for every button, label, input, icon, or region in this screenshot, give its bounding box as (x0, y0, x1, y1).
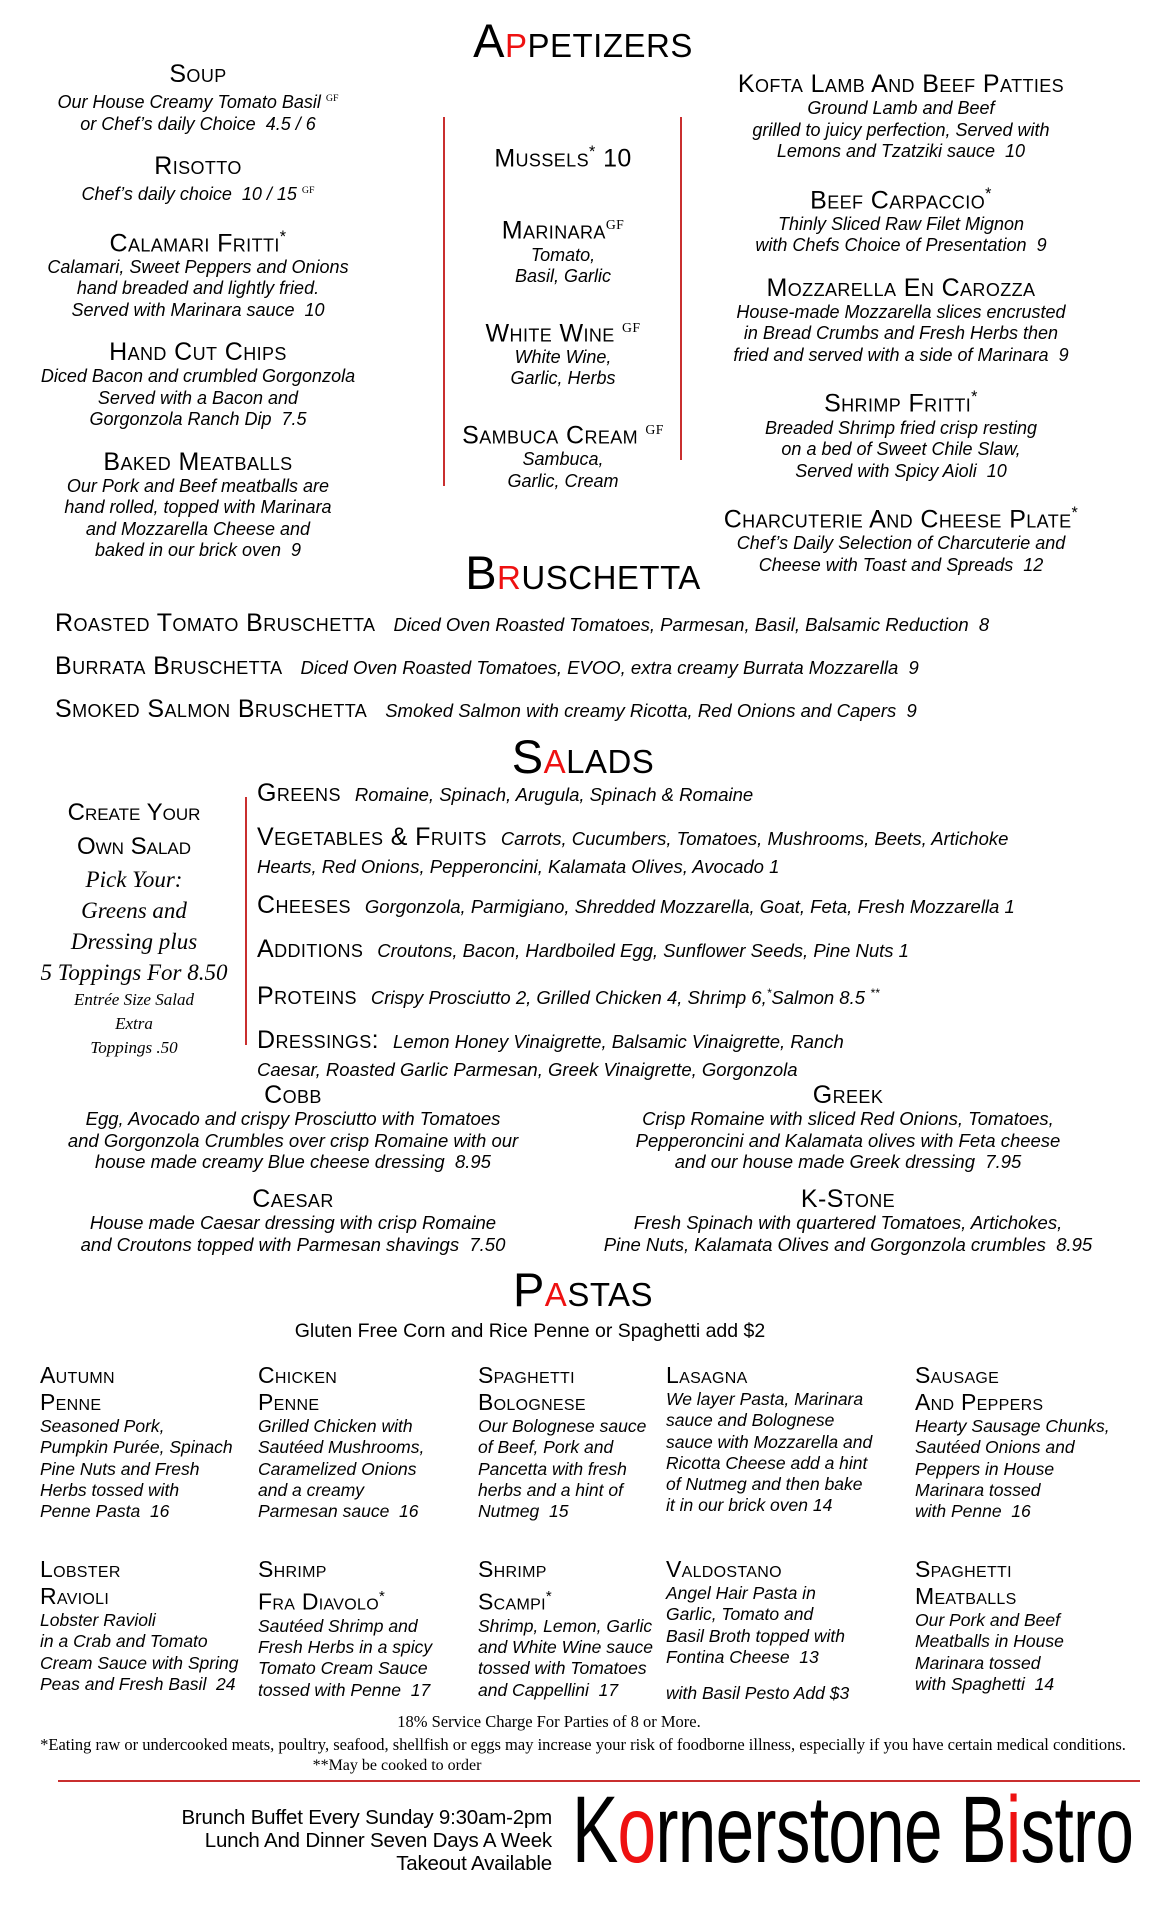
menu-item (28, 60, 368, 135)
item-description-line: grilled to juicy perfection, Served with (752, 119, 1050, 140)
salad-component (257, 779, 1017, 811)
builder-heading-line: Own Salad (76, 833, 192, 860)
red-divider-line (245, 797, 247, 1045)
title-lead-letter: A (473, 14, 505, 67)
pasta-description-line: Penne Pasta 16 (40, 1501, 170, 1522)
pasta-name-line: Fra Diavolo* (258, 1588, 386, 1615)
item-name: Mozzarella En Carozza (766, 273, 1036, 302)
pasta-name-line: Meatballs (915, 1583, 1017, 1609)
title-rest: LADS (566, 743, 655, 780)
pasta-description-line: Our Bolognese sauce (478, 1416, 647, 1436)
salad-component (257, 891, 1017, 923)
pasta-description-line: Shrimp, Lemon, Garlic (478, 1615, 653, 1636)
item-description-line: house made creamy Blue cheese dressing 8.95 (95, 1151, 491, 1172)
pasta-description-line: and White Wine sauce (478, 1636, 653, 1657)
salads-section-title (0, 730, 1166, 783)
salad-component (257, 1026, 1017, 1082)
pasta-name-line: Lobster (40, 1556, 121, 1582)
menu-item (450, 211, 676, 287)
bruschetta-item-list (55, 608, 1145, 737)
pasta-description-line: Fresh Herbs in a spicy (258, 1636, 433, 1657)
pasta-description-line: with Penne 16 (915, 1501, 1031, 1522)
item-name: Greek (812, 1081, 884, 1109)
item-description: Smoked Salmon with creamy Ricotta, Red Onions and Capers 9 (385, 700, 917, 721)
create-your-own-salad-box (33, 796, 235, 1060)
title-rest: STAS (567, 1276, 654, 1313)
component-text: Lemon Honey Vinaigrette, Balsamic Vinaigrette, Ranch (393, 1031, 844, 1053)
red-divider-line (443, 117, 445, 486)
item-description-line: Cheese with Toast and Spreads 12 (758, 554, 1044, 575)
item-description-line: fried and served with a side of Marinara 9 (733, 344, 1069, 365)
hours-info-line: Takeout Available (396, 1852, 552, 1875)
appetizers-middle-column (450, 138, 676, 518)
pasta-item (478, 1362, 690, 1522)
salad-component (257, 823, 1017, 879)
item-description-line: Chef’s daily choice 10 / 15 $^{GF}$ (81, 184, 315, 204)
item-description: Diced Oven Roasted Tomatoes, EVOO, extra creamy Burrata Mozzarella 9 (300, 657, 919, 678)
pasta-description-line: Angel Hair Pasta in (666, 1583, 816, 1603)
pasta-description-line: tossed with Penne 17 (258, 1679, 431, 1700)
item-description-line: Served with Marinara sauce 10 (71, 299, 325, 320)
builder-text-line: Dressing plus (70, 929, 198, 954)
title-lead-letter: B (465, 546, 498, 599)
builder-small-line: Toppings .50 (90, 1038, 178, 1057)
menu-item (450, 416, 676, 492)
item-name: Soup (169, 60, 227, 88)
menu-item (685, 383, 1117, 482)
item-description-line: Served with Spicy Aioli 10 (795, 460, 1007, 481)
component-label: Vegetables & Fruits (257, 823, 487, 851)
signature-salad-greek (588, 1082, 1108, 1173)
appetizers-left-column (28, 60, 368, 579)
item-name: White Wine $^{GF}$ (485, 318, 641, 347)
logo-accent-letter: i (1005, 1777, 1021, 1883)
title-accent-letter: A (543, 743, 567, 780)
item-description-line: Sambuca, (522, 449, 604, 470)
item-name: Kofta Lamb And Beef Patties (737, 70, 1065, 98)
pasta-name-line: Sausage (915, 1362, 1000, 1388)
component-label: Dressings: (257, 1026, 380, 1055)
pasta-name-line: Bolognese (478, 1389, 586, 1415)
restaurant-logo (572, 1777, 1134, 1883)
pasta-item (915, 1556, 1145, 1695)
pasta-description-line: Herbs tossed with (40, 1479, 180, 1500)
item-description-line: on a bed of Sweet Chile Slaw, (781, 439, 1021, 460)
pasta-name-line: Spaghetti (478, 1362, 575, 1388)
component-text: Crispy Prosciutto 2, Grilled Chicken 4, Shrimp 6,*Salmon 8.5 ** (370, 986, 880, 1009)
menu-item (28, 152, 368, 206)
item-name: Cobb (264, 1081, 322, 1109)
component-text: Carrots, Cucumbers, Tomatoes, Mushrooms, Beets, Artichoke (500, 828, 1009, 849)
pasta-name-line: Spaghetti (915, 1556, 1012, 1582)
service-charge-note: 18% Service Charge For Parties of 8 or More. (397, 1712, 701, 1731)
item-description-line: Served with a Bacon and (97, 387, 299, 408)
pasta-item (666, 1556, 908, 1704)
item-description-line: Breaded Shrimp fried crisp resting (764, 417, 1038, 438)
pasta-item (478, 1556, 690, 1701)
menu-item (450, 138, 676, 172)
pastas-gluten-free-note: Gluten Free Corn and Rice Penne or Spaghetti add $2 (294, 1320, 766, 1342)
pasta-description-line: it in our brick oven 14 (666, 1495, 833, 1516)
item-name: Charcuterie And Cheese Plate* (723, 504, 1079, 534)
signature-salad-caesar (33, 1186, 553, 1255)
menu-item (450, 314, 676, 390)
item-description-line: hand breaded and lightly fried. (76, 278, 320, 299)
pasta-description-line: Our Pork and Beef (915, 1610, 1060, 1630)
pasta-description-line: Marinara tossed (915, 1479, 1041, 1500)
pasta-description-line: Peppers in House (915, 1458, 1055, 1479)
pasta-name-line: Shrimp (478, 1556, 547, 1582)
item-description-line: Lemons and Tzatziki sauce 10 (776, 141, 1026, 161)
logo-part: K (572, 1777, 618, 1883)
pasta-description-line: Pancetta with fresh (478, 1458, 627, 1479)
item-description-line: Crisp Romaine with sliced Red Onions, Tomatoes, (642, 1108, 1054, 1129)
item-description-line: Chef’s Daily Selection of Charcuterie and (736, 533, 1066, 554)
menu-item (28, 448, 368, 562)
builder-heading-line: Create Your (67, 799, 201, 826)
component-text-line: Hearts, Red Onions, Pepperoncini, Kalamata Olives, Avocado 1 (257, 856, 780, 877)
title-rest: PETIZERS (527, 27, 693, 64)
pasta-description-line: Grilled Chicken with (258, 1416, 413, 1436)
spacer (666, 1668, 908, 1683)
pasta-item (40, 1362, 252, 1522)
item-description-line: baked in our brick oven 9 (94, 540, 302, 561)
salad-component (257, 979, 1017, 1014)
pasta-item (258, 1362, 470, 1522)
title-accent-letter: R (497, 559, 522, 596)
pasta-item (915, 1362, 1145, 1522)
pasta-description-line: Tomato Cream Sauce (258, 1658, 428, 1679)
pasta-description-line: Garlic, Tomato and (666, 1604, 814, 1625)
item-name: Baked Meatballs (103, 447, 293, 476)
item-description-line: House made Caesar dressing with crisp Romaine (89, 1212, 497, 1233)
pasta-description-line: Sautéed Shrimp and (258, 1615, 418, 1636)
pasta-description-line: Nutmeg 15 (478, 1501, 569, 1522)
pasta-description-line: Caramelized Onions (258, 1458, 417, 1479)
item-description-line: Our Pork and Beef meatballs are (66, 475, 330, 496)
component-label: Additions (257, 935, 364, 963)
item-description-line: Gorgonzola Ranch Dip 7.5 (89, 409, 307, 430)
item-name: Beef Carpaccio* (810, 184, 992, 214)
pasta-description-line: Pine Nuts and Fresh (40, 1458, 200, 1479)
component-text: Romaine, Spinach, Arugula, Spinach & Romaine (354, 784, 754, 805)
menu-item (55, 694, 1145, 728)
item-name: Calamari Fritti* (109, 227, 287, 257)
logo-part: rnerstone B (655, 1777, 1006, 1883)
item-description-line: with Chefs Choice of Presentation 9 (755, 235, 1047, 256)
pasta-description-line: Ricotta Cheese add a hint (666, 1452, 868, 1473)
pastas-section-title (0, 1263, 1166, 1316)
hours-info-line: Lunch And Dinner Seven Days A Week (204, 1829, 552, 1852)
builder-small-line: Entrée Size Salad (74, 990, 194, 1009)
pasta-description-line: tossed with Tomatoes (478, 1658, 647, 1679)
item-name: Risotto (154, 152, 242, 180)
red-divider-line (680, 117, 682, 460)
pasta-item (40, 1556, 252, 1695)
pasta-description-line: Sautéed Onions and (915, 1437, 1075, 1458)
pasta-description-line: and Cappellini 17 (478, 1679, 619, 1700)
component-text-line: Caesar, Roasted Garlic Parmesan, Greek Vinaigrette, Gorgonzola (257, 1059, 798, 1081)
salad-components-list (257, 779, 1017, 1094)
pasta-name-line: Penne (40, 1389, 102, 1415)
item-description-line: in Bread Crumbs and Fresh Herbs then (743, 323, 1059, 344)
component-text: Croutons, Bacon, Hardboiled Egg, Sunflower Seeds, Pine Nuts 1 (377, 940, 909, 961)
item-description-line: Tomato, (530, 244, 596, 265)
item-name: Burrata Bruschetta (55, 652, 283, 680)
menu-item (55, 608, 1145, 642)
builder-text-line: Pick Your: (85, 867, 183, 892)
raw-food-disclaimer: *Eating raw or undercooked meats, poultry, seafood, shellfish or eggs may increase your risk of foodborne illness, especially if you have certain medical conditions. (40, 1735, 1126, 1754)
item-name: Shrimp Fritti* (824, 388, 978, 418)
component-label: Greens (257, 779, 341, 807)
menu-item (28, 338, 368, 431)
pasta-description-line: with Basil Pesto Add $3 (666, 1683, 850, 1704)
pasta-name-line: Chicken (258, 1362, 338, 1388)
item-description-line: or Chef’s daily Choice 4.5 / 6 (80, 113, 316, 134)
item-description-line: Pepperoncini and Kalamata olives with Feta cheese (635, 1129, 1061, 1151)
pasta-description-line: Meatballs in House (915, 1631, 1064, 1652)
pasta-description-line: herbs and a hint of (478, 1479, 623, 1500)
pasta-description-line: Hearty Sausage Chunks, (915, 1416, 1110, 1436)
pasta-description-line: Lobster Ravioli (40, 1610, 156, 1630)
item-description-line: Pine Nuts, Kalamata Olives and Gorgonzola crumbles 8.95 (603, 1233, 1093, 1255)
pasta-description-line: Fontina Cheese 13 (666, 1646, 819, 1667)
item-name: Marinara$^{GF}$ (501, 216, 625, 245)
pasta-description-line: Cream Sauce with Spring (40, 1652, 239, 1673)
pasta-description-line: Parmesan sauce 16 (258, 1501, 419, 1522)
title-lead-letter: S (511, 730, 544, 783)
pasta-name-line: Valdostano (666, 1556, 782, 1582)
item-description-line: and Gorgonzola Crumbles over crisp Romaine with our (67, 1129, 519, 1151)
pasta-description-line: sauce with Mozzarella and (666, 1431, 873, 1452)
pasta-name-line: Ravioli (40, 1583, 110, 1609)
item-description-line: Thinly Sliced Raw Filet Mignon (777, 213, 1025, 234)
item-description-line: and Croutons topped with Parmesan shavings 7.50 (80, 1233, 506, 1255)
hours-info-line: Brunch Buffet Every Sunday 9:30am-2pm (181, 1806, 552, 1829)
item-name: Hand Cut Chips (109, 338, 287, 367)
component-text: Gorgonzola, Parmigiano, Shredded Mozzarella, Goat, Feta, Fresh Mozzarella 1 (364, 896, 1015, 917)
pasta-description-line: of Nutmeg and then bake (666, 1474, 863, 1495)
menu-item (685, 499, 1117, 576)
pasta-name-line: Penne (258, 1389, 320, 1415)
appetizers-right-column (685, 70, 1117, 593)
pasta-name-line: Lasagna (666, 1362, 748, 1388)
title-accent-letter: A (544, 1276, 568, 1313)
pasta-description-line: and a creamy (258, 1479, 365, 1500)
item-description-line: and Mozzarella Cheese and (85, 518, 311, 539)
signature-salad-kstone (588, 1186, 1108, 1255)
item-description-line: White Wine, (514, 346, 612, 367)
builder-small-line: Extra (115, 1014, 153, 1033)
hours-info-block (55, 1806, 552, 1875)
pasta-name-line: Scampi* (478, 1588, 552, 1615)
menu-item (28, 223, 368, 322)
item-description-line: Ground Lamb and Beef (807, 98, 995, 118)
builder-text-line: Greens and (81, 898, 187, 923)
title-rest: USCHETTA (521, 559, 701, 596)
item-name: Mussels* 10 (494, 143, 632, 173)
component-label: Proteins (257, 982, 357, 1011)
item-name: K-Stone (800, 1185, 896, 1213)
title-lead-letter: P (512, 1263, 545, 1316)
pasta-description-line: Sautéed Mushrooms, (258, 1437, 425, 1458)
logo-accent-letter: o (617, 1777, 656, 1883)
item-name: Sambuca Cream $^{GF}$ (462, 421, 664, 450)
pasta-name-line: And Peppers (915, 1389, 1044, 1415)
menu-item (685, 180, 1117, 257)
signature-salad-cobb (33, 1082, 553, 1173)
logo-part: stro (1020, 1777, 1134, 1883)
item-name: Smoked Salmon Bruschetta (55, 695, 368, 723)
item-name: Roasted Tomato Bruschetta (55, 609, 376, 637)
pasta-description-line: Basil Broth topped with (666, 1625, 845, 1646)
pasta-description-line: Pumpkin Purée, Spinach (40, 1437, 233, 1458)
item-description-line: Garlic, Cream (507, 470, 619, 491)
cooked-to-order-note: **May be cooked to order (312, 1757, 482, 1774)
pasta-name-line: Shrimp (258, 1556, 327, 1582)
component-label: Cheeses (257, 891, 351, 919)
pasta-description-line: of Beef, Pork and (478, 1437, 614, 1458)
pasta-description-line: Marinara tossed (915, 1652, 1041, 1673)
item-description-line: Our House Creamy Tomato Basil $^{GF}$ (57, 92, 339, 112)
item-description-line: Egg, Avocado and crispy Prosciutto with Tomatoes (85, 1108, 501, 1129)
item-description-line: Basil, Garlic (514, 266, 612, 287)
pasta-name-line: Autumn (40, 1362, 115, 1388)
builder-text-line: 5 Toppings For 8.50 (40, 960, 228, 985)
pasta-description-line: We layer Pasta, Marinara (666, 1389, 864, 1409)
item-name: Caesar (252, 1185, 334, 1213)
pasta-item (666, 1362, 908, 1517)
pasta-description-line: with Spaghetti 14 (915, 1673, 1055, 1694)
pasta-description-line: in a Crab and Tomato (40, 1631, 208, 1652)
title-accent-letter: P (504, 27, 528, 64)
appetizers-section-title (0, 14, 1166, 67)
item-description-line: Garlic, Herbs (510, 368, 616, 389)
pasta-description-line: Peas and Fresh Basil 24 (40, 1673, 236, 1694)
item-description-line: Calamari, Sweet Peppers and Onions (47, 256, 349, 277)
item-description-line: House-made Mozzarella slices encrusted (736, 301, 1066, 322)
menu-item (55, 651, 1145, 685)
item-description-line: hand rolled, topped with Marinara (64, 497, 332, 518)
menu-item (685, 70, 1117, 163)
menu-item (685, 274, 1117, 367)
pasta-description-line: Seasoned Pork, (40, 1416, 165, 1436)
pasta-item (258, 1556, 470, 1701)
item-description-line: and our house made Greek dressing 7.95 (674, 1151, 1022, 1172)
pasta-description-line: sauce and Bolognese (666, 1410, 835, 1431)
item-description-line: Fresh Spinach with quartered Tomatoes, Artichokes, (633, 1212, 1063, 1233)
item-description-line: Diced Bacon and crumbled Gorgonzola (40, 366, 356, 387)
item-description: Diced Oven Roasted Tomatoes, Parmesan, Basil, Balsamic Reduction 8 (393, 614, 990, 635)
salad-component (257, 935, 1017, 967)
